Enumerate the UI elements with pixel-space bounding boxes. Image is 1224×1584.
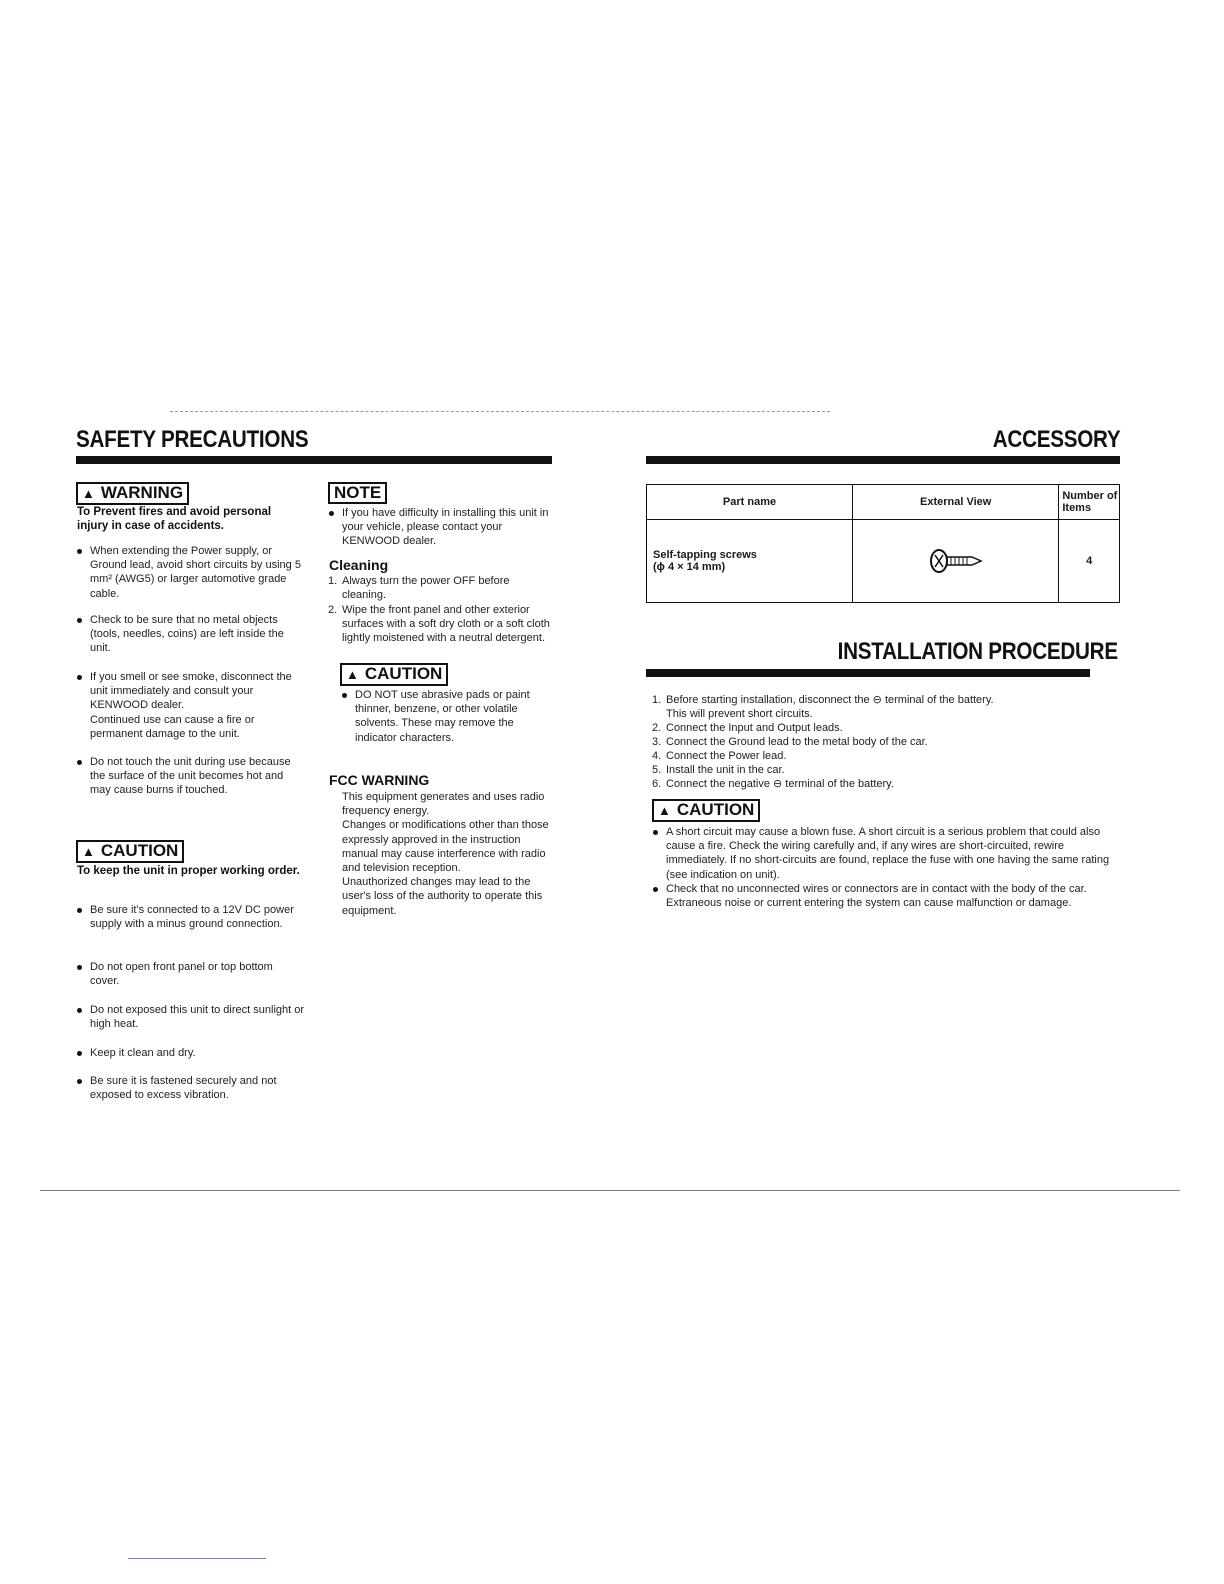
table-row [647,520,1120,603]
installation-step: 1. Before starting installation, disconnect the ⊖ terminal of the battery. This will prevent short circuits. [652,694,994,721]
caution-triangle-icon: ▲ [82,844,95,859]
accessory-title: ACCESSORY [992,426,1120,453]
part-name: Self-tapping screws [653,549,757,561]
accessory-table [646,484,1120,603]
installation-step: 3. Connect the Ground lead to the metal body of the car. [652,736,928,748]
col-number-of-items: Number of Items [1059,485,1120,520]
caution2-triangle-icon: ▲ [346,667,359,682]
col-external-view: External View [853,485,1059,520]
caution-item: Be sure it is fastened securely and not exposed to excess vibration. [90,1074,305,1102]
installation-caution-triangle-icon: ▲ [658,803,671,818]
caution-item: Do not open front panel or top bottom cover. [90,960,305,988]
installation-title-bar [646,669,1090,677]
caution-item: Be sure it's connected to a 12V DC power supply with a minus ground connection. [90,903,305,931]
fcc-text: This equipment generates and uses radio frequency energy. Changes or modifications other than those expressly approved in the instruction manual may cause interference with radio and television reception. Unauthorized changes may lead to the user's loss of the authority to operate this equipment. [342,791,549,917]
col-part-name: Part name [647,485,853,520]
installation-step-text: Connect the Power lead. [666,750,787,762]
warning-flag [76,482,189,505]
installation-step-text: Connect the Input and Output leads. [666,722,843,734]
installation-step-text: Connect the Ground lead to the metal body of the car. [666,736,928,748]
top-dashed-rule [170,411,830,412]
cleaning-title: Cleaning [329,557,389,573]
fcc-title: FCC WARNING [329,772,430,788]
installation-step: 2. Connect the Input and Output leads. [652,722,843,734]
caution2-item: DO NOT use abrasive pads or paint thinner, benzene, or other volatile solvents. These may remove the indicator characters. [355,688,555,745]
installation-step-text: Install the unit in the car. [666,764,785,776]
warning-item: Do not touch the unit during use because the surface of the unit becomes hot and may cause burns if touched. [90,755,305,798]
installation-caution-flag [652,799,760,822]
installation-caution-item: A short circuit may cause a blown fuse. A short circuit is a serious problem that could also cause a fire. Check the wiring carefully and, if any wires are short-circuited, rewire immediately. If no short-circuits are found, replace the fuse with one having the same rating (see indication on unit). [666,825,1121,882]
cleaning-step-text: Always turn the power OFF before cleaning. [342,575,510,602]
caution2-flag [340,663,448,686]
installation-caution-item: Check that no unconnected wires or connectors are in contact with the body of the car. Extraneous noise or current entering the system can cause malfunction or damage. [666,882,1121,910]
installation-step-text: Before starting installation, disconnect the ⊖ terminal of the battery. This will prevent short circuits. [666,694,994,721]
cleaning-step: 2. Wipe the front panel and other exterior surfaces with a soft dry cloth or a soft cloth lightly moistened with a neutral detergent. [328,604,550,645]
note-item: If you have difficulty in installing this unit in your vehicle, please contact your KENWOOD dealer. [342,506,552,549]
warning-triangle-icon: ▲ [82,486,95,501]
warning-item: Check to be sure that no metal objects (tools, needles, coins) are left inside the unit. [90,613,305,656]
caution-item: Keep it clean and dry. [90,1046,305,1060]
warning-item: When extending the Power supply, or Ground lead, avoid short circuits by using 5 mm² (AWG5) or larger automotive grade cable. [90,544,305,601]
warning-label: WARNING [100,483,184,502]
installation-step: 5. Install the unit in the car. [652,764,785,776]
warning-subhead: To Prevent fires and avoid personal injury in case of accidents. [77,506,272,532]
part-cell [647,520,853,603]
accessory-header-row [647,485,1120,520]
installation-caution-label: CAUTION [676,800,755,819]
bottom-blue-rule [128,1558,266,1559]
installation-title: INSTALLATION PROCEDURE [837,638,1118,665]
caution-item: Do not exposed this unit to direct sunlight or high heat. [90,1004,305,1031]
note-label: NOTE [334,483,382,502]
caution2-label: CAUTION [364,664,443,683]
installation-step-text: Connect the negative ⊖ terminal of the battery. [666,778,894,790]
warning-item: If you smell or see smoke, disconnect the unit immediately and consult your KENWOOD dealer. Continued use can cause a fire or permanent damage to the unit. [90,670,305,741]
installation-step: 6. Connect the negative ⊖ terminal of the battery. [652,778,894,790]
external-view-cell [853,520,1059,603]
part-spec: (ϕ 4 × 14 mm) [653,561,726,573]
screw-icon [928,548,984,574]
caution-subhead: To keep the unit in proper working order. [77,865,300,877]
accessory-title-bar [646,456,1120,464]
bottom-rule [40,1190,1180,1191]
note-flag [328,482,387,504]
count-cell: 4 [1059,520,1120,603]
cleaning-step: 1. Always turn the power OFF before cleaning. [328,575,510,602]
cleaning-step-text: Wipe the front panel and other exterior surfaces with a soft dry cloth or a soft cloth lightly moistened with a neutral detergent. [342,604,550,645]
safety-title-bar [76,456,552,464]
safety-title: SAFETY PRECAUTIONS [76,426,309,453]
caution-label: CAUTION [100,841,179,860]
caution-flag [76,840,184,863]
installation-step: 4. Connect the Power lead. [652,750,787,762]
